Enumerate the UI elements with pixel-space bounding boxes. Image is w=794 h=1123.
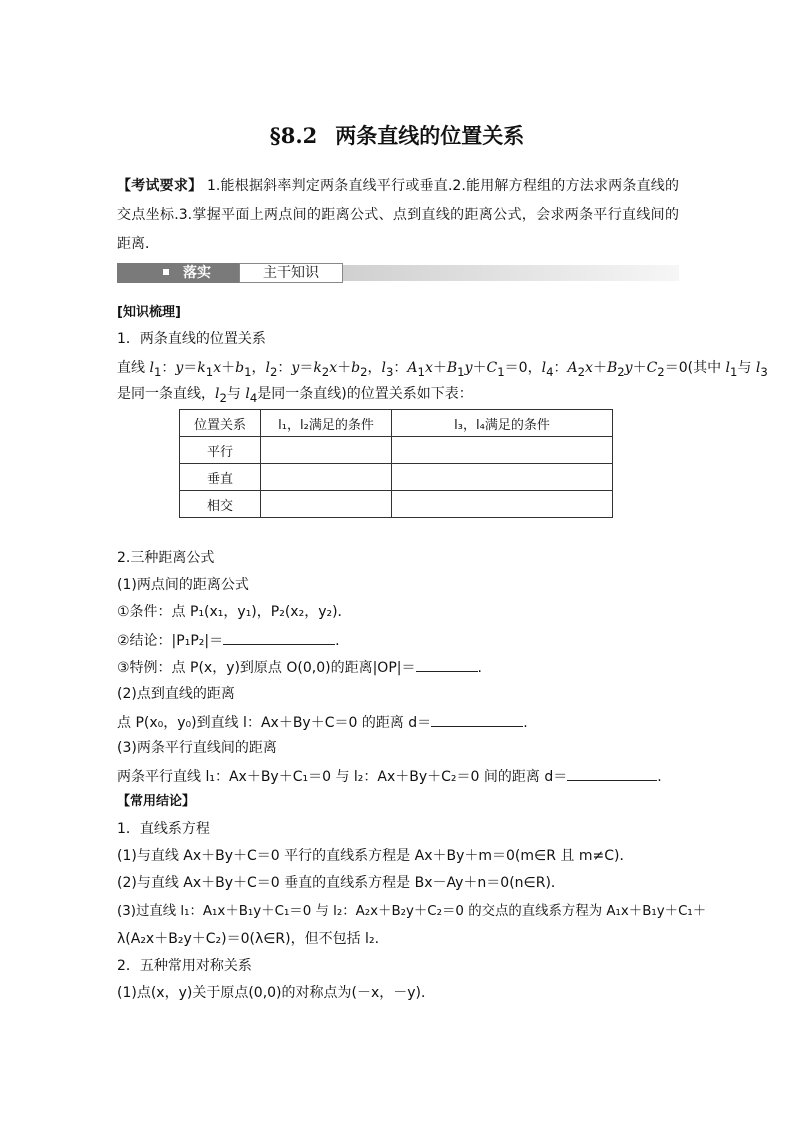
distance-two-points: (1)两点间的距离公式	[117, 577, 249, 593]
parallel-distance-title: (3)两条平行直线间的距离	[117, 740, 277, 756]
section-number: §8.2	[269, 123, 318, 148]
point-line-text: 点 P(x₀，y₀)到直线 l：Ax＋By＋C＝0 的距离 d＝	[117, 715, 432, 731]
table-cell	[392, 437, 613, 464]
banner-tab: 主干知识	[239, 263, 343, 283]
table-header-cell: l₁，l₂满足的条件	[261, 410, 392, 437]
subsection-1-title: 1．两条直线的位置关系	[117, 331, 266, 347]
special-case-line: ③特例：点 P(x，y)到原点 O(0,0)的距离|OP|＝ .	[117, 657, 679, 677]
answer-blank[interactable]	[431, 712, 523, 727]
answer-blank[interactable]	[567, 766, 657, 781]
knowledge-heading: [知识梳理]	[117, 305, 181, 320]
table-row	[180, 491, 613, 518]
requirement-label: 【考试要求】	[117, 178, 203, 194]
conclusion-text: ②结论：|P₁P₂|＝	[117, 633, 224, 649]
section-banner	[117, 263, 679, 283]
symmetry-title: 2．五种常用对称关系	[117, 958, 252, 974]
table-cell	[392, 464, 613, 491]
table-cell	[261, 491, 392, 518]
parallel-system: (1)与直线 Ax＋By＋C＝0 平行的直线系方程是 Ax＋By＋m＝0(m∈R 且 m≠C)．	[117, 848, 634, 864]
table-row	[180, 437, 613, 464]
exam-requirement	[117, 172, 679, 259]
page-title	[0, 120, 794, 150]
answer-blank[interactable]	[223, 630, 335, 645]
table-header-row	[180, 410, 613, 437]
banner-dark-block	[117, 263, 239, 283]
parallel-text: 两条平行直线 l₁：Ax＋By＋C₁＝0 与 l₂：Ax＋By＋C₂＝0 间的距离 d＝	[117, 769, 568, 785]
table-header-cell: l₃，l₄满足的条件	[392, 410, 613, 437]
point-line-distance: 点 P(x₀，y₀)到直线 l：Ax＋By＋C＝0 的距离 d＝ .	[117, 712, 679, 732]
parallel-distance: 两条平行直线 l₁：Ax＋By＋C₁＝0 与 l₂：Ax＋By＋C₂＝0 间的距离 d＝ .	[117, 766, 679, 786]
answer-blank[interactable]	[416, 657, 478, 672]
point-line-distance-title: (2)点到直线的距离	[117, 686, 235, 702]
conclusion-line: ②结论：|P₁P₂|＝ .	[117, 630, 679, 650]
table-cell	[261, 437, 392, 464]
line-equations: 直线 $l_1$：$y=k_1x+b_1$，$l_2$：$y=k_2x+b_2$，$l_3$：$A_1x+B_1y+C_1=0$，$l_4$：$A_2x+B_2y+C_2=0$(其中 $l_1$与 $l_3$	[117, 360, 768, 379]
perpendicular-system: (2)与直线 Ax＋By＋C＝0 垂直的直线系方程是 Bx－Ay＋n＝0(n∈R)．	[117, 875, 565, 891]
table-cell	[261, 464, 392, 491]
subsection-2-title: 2.三种距离公式	[117, 550, 215, 566]
line-equations-cont: 是同一条直线，$l_2$与 $l_4$是同一条直线)的位置关系如下表：	[117, 386, 473, 405]
table-row	[180, 464, 613, 491]
special-case-text: ③特例：点 P(x，y)到原点 O(0,0)的距离|OP|＝	[117, 660, 416, 676]
table-header-cell: 位置关系	[180, 410, 261, 437]
table-row-label: 相交	[180, 491, 261, 518]
point-symmetry: (1)点(x，y)关于原点(0,0)的对称点为(－x，－y)．	[117, 985, 436, 1001]
conclusions-heading: 【常用结论】	[117, 794, 196, 809]
condition-line: ①条件：点 P₁(x₁，y₁)，P₂(x₂，y₂)．	[117, 604, 352, 620]
line-system-title: 1．直线系方程	[117, 821, 210, 837]
table-cell	[392, 491, 613, 518]
square-bullet-icon	[163, 269, 169, 275]
section-title: 两条直线的位置关系	[335, 123, 525, 148]
relation-table	[179, 409, 613, 518]
table-row-label: 平行	[180, 437, 261, 464]
intersection-system: (3)过直线 l₁：A₁x＋B₁y＋C₁＝0 与 l₂：A₂x＋B₂y＋C₂＝0 的交点的直线系方程为 A₁x＋B₁y＋C₁＋	[117, 904, 707, 919]
intersection-system-cont: λ(A₂x＋B₂y＋C₂)＝0(λ∈R)，但不包括 l₂.	[117, 931, 380, 947]
banner-dark-label: 落实	[183, 265, 211, 281]
requirement-text: 1.能根据斜率判定两条直线平行或垂直.2.能用解方程组的方法求两条直线的交点坐标.3.掌握平面上两点间的距离公式、点到直线的距离公式，会求两条平行直线间的距离．	[117, 178, 679, 252]
table-row-label: 垂直	[180, 464, 261, 491]
